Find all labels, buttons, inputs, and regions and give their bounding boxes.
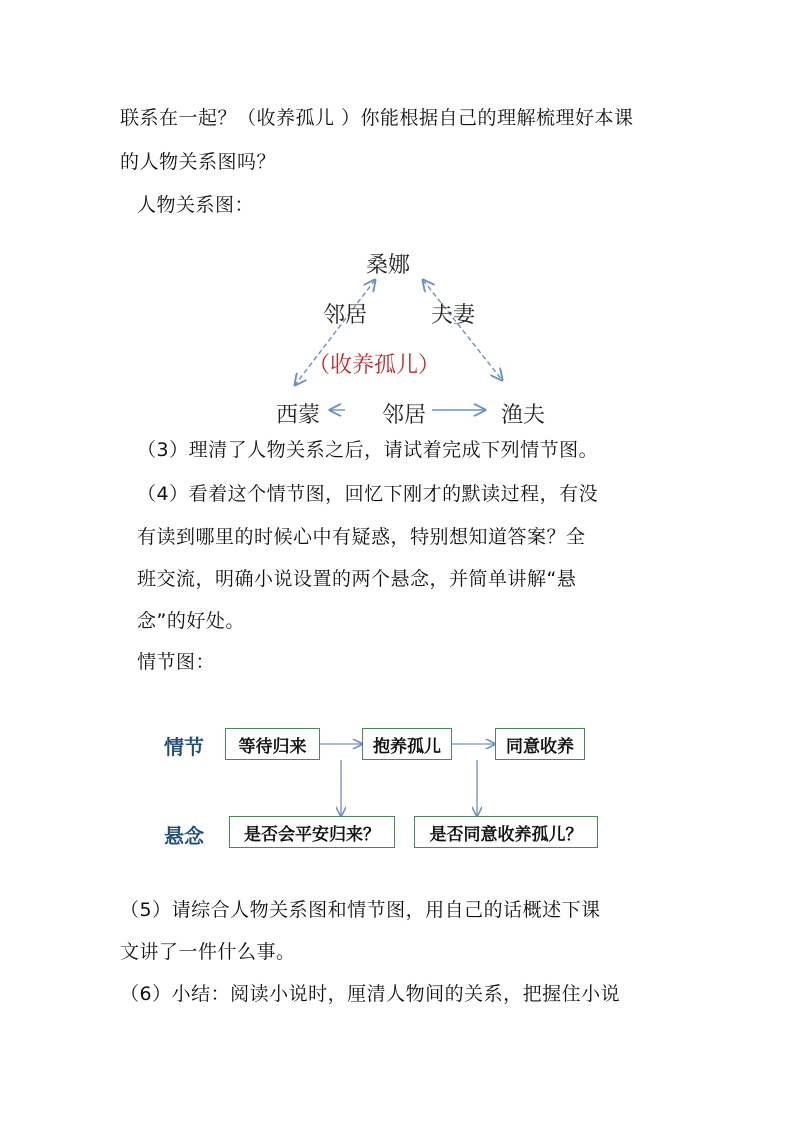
text-line-1: 联系在一起？（收养孤儿 ）你能根据自己的理解梳理好本课: [120, 107, 634, 129]
plot-box-adopt: 抱养孤儿: [362, 728, 452, 760]
suspense-box-agree: 是否同意收养孤儿？: [414, 816, 598, 848]
text-line-10: （6）小结：阅读小说时，厘清人物间的关系，把握住小说: [120, 983, 621, 1005]
text-line-6: 班交流，明确小说设置的两个悬念，并简单讲解“悬: [137, 568, 577, 590]
center-label-adopt: （收养孤儿）: [308, 353, 441, 378]
row-label-plot: 情节: [164, 735, 204, 759]
text-line-7: 念”的好处。: [137, 610, 245, 632]
plot-box-waiting: 等待归来: [225, 728, 320, 760]
plot-box-agree: 同意收养: [495, 728, 585, 760]
text-line-2: 的人物关系图吗？: [120, 151, 277, 173]
plot-diagram-heading: 情节图：: [137, 651, 216, 673]
node-sangna: 桑娜: [366, 253, 411, 278]
edge-label-neighbor-bottom: 邻居: [382, 403, 427, 428]
text-line-9: 文讲了一件什么事。: [120, 941, 296, 963]
edge-label-neighbor-left: 邻居: [323, 303, 368, 328]
node-yufu: 渔夫: [501, 403, 546, 428]
text-line-4: （4）看着这个情节图，回忆下刚才的默读过程，有没: [137, 483, 599, 505]
edge-label-spouse: 夫妻: [431, 303, 476, 328]
relation-diagram-heading: 人物关系图：: [137, 194, 255, 216]
node-ximeng: 西蒙: [276, 403, 321, 428]
row-label-suspense: 悬念: [164, 824, 204, 848]
suspense-box-return: 是否会平安归来？: [229, 816, 395, 848]
text-line-8: （5）请综合人物关系图和情节图，用自己的话概述下课: [120, 899, 601, 921]
text-line-5: 有读到哪里的时候心中有疑惑，特别想知道答案？全: [137, 526, 586, 548]
text-line-3: （3）理清了人物关系之后，请试着完成下列情节图。: [137, 439, 599, 461]
